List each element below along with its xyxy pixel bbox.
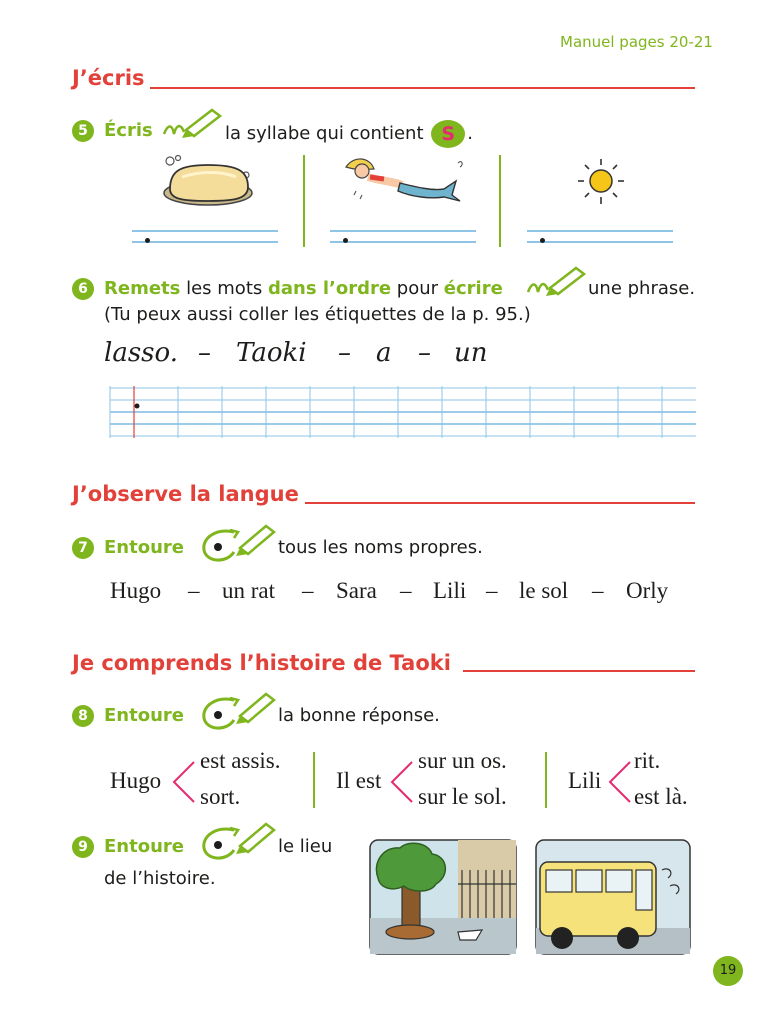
ruled-writing-grid: [110, 386, 696, 438]
instruction-verb: Écris: [104, 120, 153, 141]
instruction-text: la bonne réponse.: [278, 705, 440, 726]
bus-picture[interactable]: [536, 840, 690, 954]
choice-subject: Lili: [568, 768, 602, 793]
word-orly: Orly: [626, 578, 669, 603]
writing-line: [132, 230, 278, 232]
instruction-text: la syllabe qui contient: [225, 123, 424, 144]
choice-bracket: [390, 760, 414, 804]
separator: [545, 752, 547, 808]
instruction-verb: Remets: [104, 278, 181, 299]
exercise-number: 6: [72, 278, 94, 300]
instruction-text: le lieu: [278, 836, 333, 857]
writing-start-dot: [343, 238, 348, 243]
exercise-8-instruction: [104, 705, 184, 726]
choice-option[interactable]: est là.: [634, 784, 688, 809]
soleil-icon: [574, 158, 628, 206]
writing-line: [330, 230, 476, 232]
word-separator: –: [400, 578, 412, 603]
instruction-verb: Entoure: [104, 836, 184, 857]
writing-start-dot: [145, 238, 150, 243]
writing-start-dot: [540, 238, 545, 243]
separator: [499, 155, 501, 247]
letter-badge: S: [431, 120, 465, 148]
word-lili: Lili: [433, 578, 467, 603]
choice-option[interactable]: est assis.: [200, 748, 281, 773]
street-tree-picture[interactable]: [370, 840, 516, 954]
cursive-word: lasso.: [104, 338, 178, 368]
choice-option[interactable]: sur un os.: [418, 748, 507, 773]
instruction-end: .: [467, 123, 473, 144]
separator: [303, 155, 305, 247]
section-title-ecris: J’écris: [72, 66, 145, 90]
word-separator: –: [198, 338, 211, 368]
instruction-verb: Entoure: [104, 537, 184, 558]
section-rule: [463, 670, 695, 672]
choice-bracket: [608, 760, 632, 804]
choice-bracket: [172, 760, 196, 804]
exercise-6-note: (Tu peux aussi coller les étiquettes de la p. 95.): [104, 304, 531, 325]
circle-pen-icon: [196, 818, 276, 862]
choice-subject: Hugo: [110, 768, 162, 793]
cursive-word: Taoki: [236, 338, 307, 368]
circle-pen-icon: [196, 688, 276, 732]
word-sara: Sara: [336, 578, 377, 603]
instruction-text: pour: [396, 278, 439, 299]
word-le-sol: le sol: [519, 578, 569, 603]
separator: [313, 752, 315, 808]
page-number: 19: [713, 956, 743, 986]
choice-option[interactable]: rit.: [634, 748, 661, 773]
exercise-number: 7: [72, 537, 94, 559]
word-separator: –: [302, 578, 314, 603]
exercise-5-text: [225, 120, 473, 148]
writing-line: [330, 241, 476, 243]
manual-reference: Manuel pages 20-21: [560, 33, 713, 51]
instruction-verb: Entoure: [104, 705, 184, 726]
exercise-5-instruction: [104, 120, 153, 141]
word-hugo: Hugo: [110, 578, 162, 603]
exercise-7-instruction: [104, 537, 184, 558]
choice-subject: Il est: [336, 768, 382, 793]
section-title-observe: J’observe la langue: [72, 482, 299, 506]
cursive-word: a: [376, 338, 392, 368]
exercise-number: 8: [72, 705, 94, 727]
section-rule: [305, 502, 695, 504]
section-title-comprends: Je comprends l’histoire de Taoki: [72, 651, 451, 675]
word-separator: –: [418, 338, 431, 368]
sirene-icon: [340, 155, 466, 207]
word-separator: –: [338, 338, 351, 368]
instruction-text: les mots: [186, 278, 263, 299]
instruction-verb: écrire: [443, 278, 503, 299]
savon-icon: [160, 155, 256, 207]
exercise-number: 5: [72, 120, 94, 142]
instruction-text: de l’histoire.: [104, 868, 216, 889]
instruction-text: tous les noms propres.: [278, 537, 483, 558]
pen-icon: [524, 262, 588, 298]
cursive-word: un: [454, 338, 488, 368]
writing-line: [527, 241, 673, 243]
choice-option[interactable]: sur le sol.: [418, 784, 507, 809]
exercise-9-instruction: [104, 836, 184, 857]
word-separator: –: [486, 578, 498, 603]
writing-line: [527, 230, 673, 232]
instruction-keyword: dans l’ordre: [268, 278, 392, 299]
section-rule: [150, 87, 695, 89]
choice-option[interactable]: sort.: [200, 784, 241, 809]
exercise-6-instruction: [104, 278, 503, 299]
word-separator: –: [592, 578, 604, 603]
exercise-number: 9: [72, 836, 94, 858]
writing-line: [132, 241, 278, 243]
instruction-text: une phrase.: [588, 278, 696, 299]
pen-icon: [160, 104, 224, 140]
circle-pen-icon: [196, 520, 276, 564]
word-separator: –: [188, 578, 200, 603]
word-un-rat: un rat: [222, 578, 276, 603]
